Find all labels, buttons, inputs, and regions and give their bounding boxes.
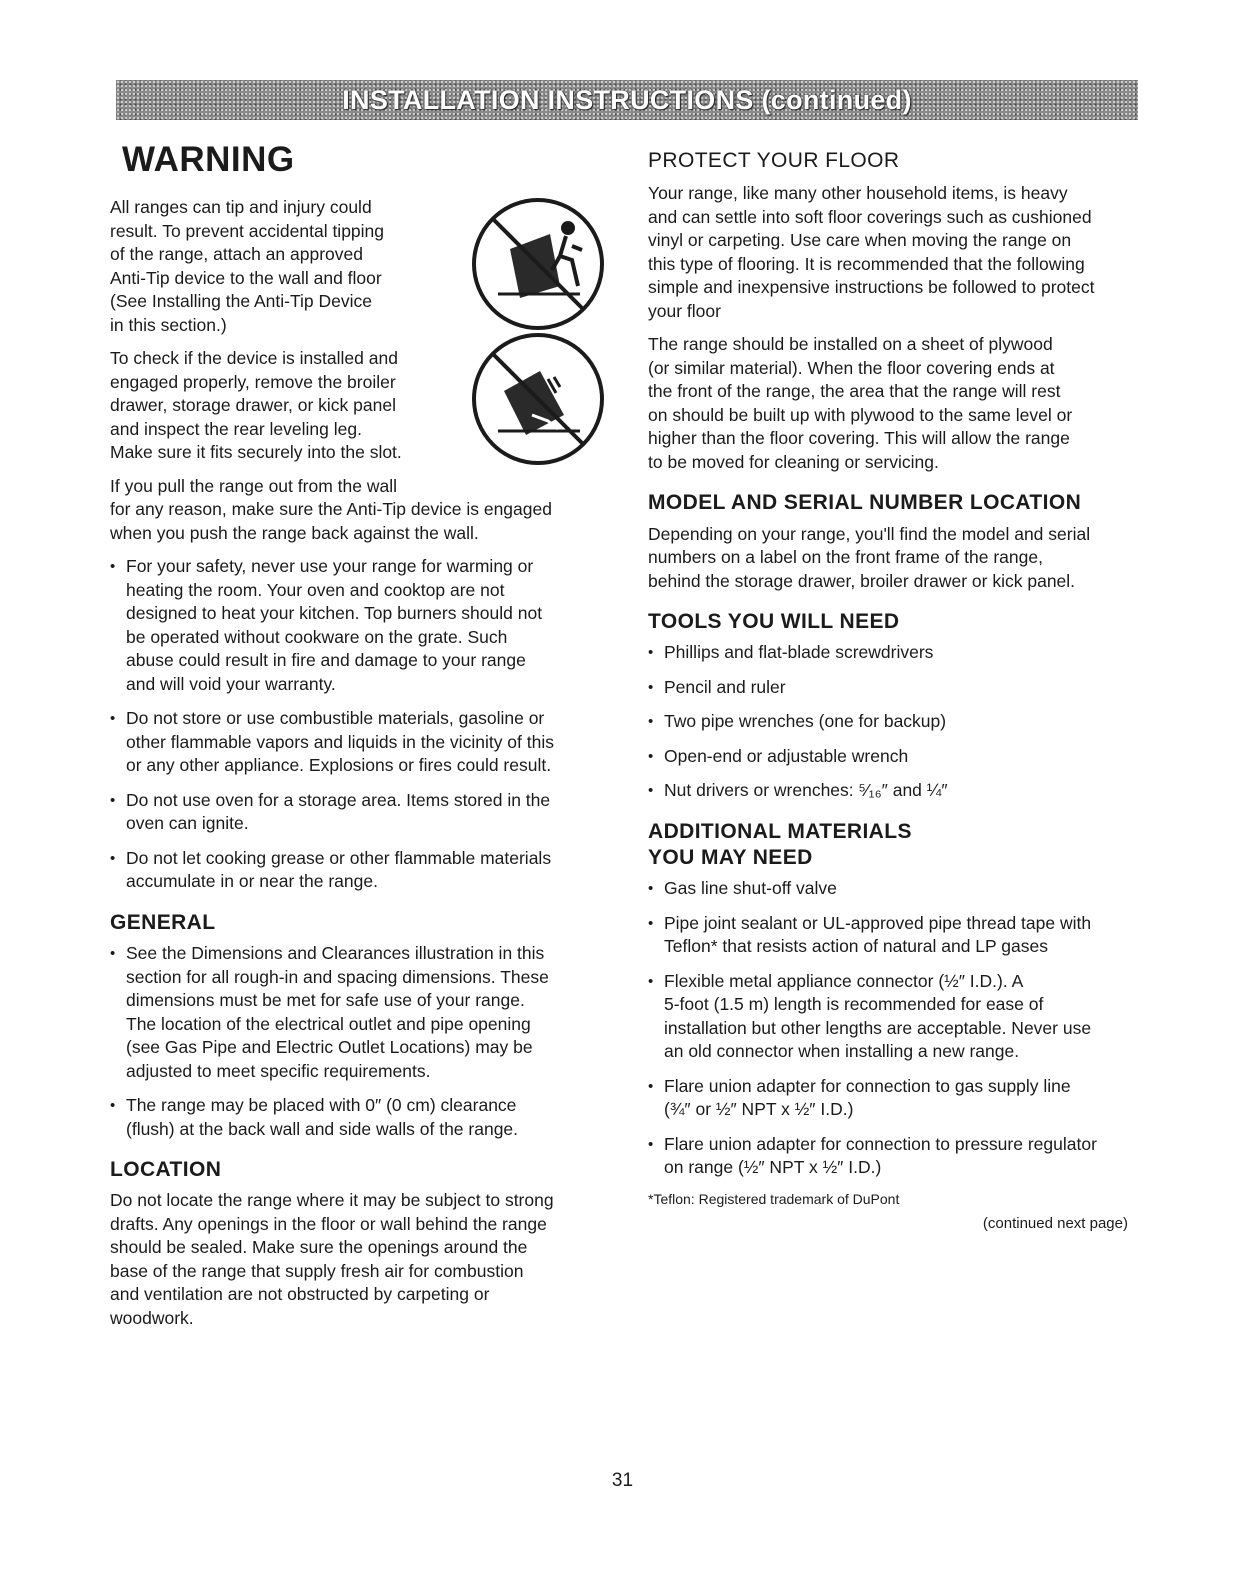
- warning-paragraph-1: All ranges can tip and injury could result. To prevent accidental tipping of the range, attach an approved Anti-Tip device to the wall and floor (See Installing the Anti-Tip Device in this section.): [110, 197, 385, 335]
- list-item: • Flare union adapter for connection to pressure regulator on range (½″ NPT x ½″ I.D.): [648, 1133, 1148, 1180]
- materials-heading-line-2: YOU MAY NEED: [648, 846, 813, 869]
- list-item: • Two pipe wrenches (one for backup): [648, 710, 1148, 734]
- page-number: 31: [611, 1470, 634, 1491]
- tools-list: [648, 641, 1148, 803]
- list-item: • Do not use oven for a storage area. Items stored in the oven can ignite.: [110, 789, 610, 836]
- protect-floor-paragraph-1: Your range, like many other household items, is heavy and can settle into soft floor coverings such as cushioned vinyl or carpeting. Use care when moving the range on this type of flooring. It is recommended that the following simple and inexpensive instructions be followed to protect your floor: [648, 183, 1095, 321]
- right-column: [648, 140, 1148, 1232]
- list-item: • Flare union adapter for connection to gas supply line (¾″ or ½″ NPT x ½″ I.D.): [648, 1075, 1148, 1122]
- location-text: Do not locate the range where it may be subject to strong drafts. Any openings in the floor or wall behind the range should be sealed. Make sure the openings around the base of the range that supply fresh air for combustion and ventilation are not obstructed by carpeting or woodwork.: [110, 1190, 554, 1328]
- warning-block-1: [110, 196, 610, 337]
- warning-heading: WARNING: [122, 140, 295, 179]
- materials-heading: [648, 819, 1148, 872]
- list-item: • Phillips and flat-blade screwdrivers: [648, 641, 1148, 665]
- list-item: • For your safety, never use your range for warming or heating the room. Your oven and cooktop are not designed to heat your kitchen. Top burners should not be operated without cookware on the grate. Such abuse could result in fire and damage to your range and will void your warranty.: [110, 555, 610, 696]
- warning-paragraph-3: If you pull the range out from the wall for any reason, make sure the Anti-Tip device is engaged when you push the range back against the wall.: [110, 475, 552, 543]
- no-tipping-icon: [468, 329, 608, 474]
- location-heading: LOCATION: [110, 1158, 222, 1181]
- continued-note: (continued next page): [982, 1214, 1128, 1232]
- left-column: [110, 140, 610, 1340]
- tools-heading: TOOLS YOU WILL NEED: [648, 610, 900, 633]
- protect-floor-paragraph-2: The range should be installed on a sheet of plywood (or similar material). When the floor covering ends at the front of the range, the area that the range will rest on should be built up with plywood to the same level or higher than the floor covering. This will allow the range to be moved for cleaning or servicing.: [648, 334, 1073, 472]
- banner-title: INSTALLATION INSTRUCTIONS (continued): [342, 84, 912, 115]
- warning-block-2: [110, 347, 610, 465]
- materials-list: [648, 877, 1148, 1180]
- materials-heading-line-1: ADDITIONAL MATERIALS: [648, 819, 912, 843]
- general-bullet-list: [110, 942, 610, 1141]
- teflon-footnote: *Teflon: Registered trademark of DuPont: [648, 1190, 900, 1207]
- model-serial-heading: MODEL AND SERIAL NUMBER LOCATION: [648, 491, 1082, 515]
- list-item: • Do not let cooking grease or other flammable materials accumulate in or near the range.: [110, 847, 610, 894]
- warning-bullet-list: [110, 555, 610, 894]
- warning-paragraph-2: To check if the device is installed and engaged properly, remove the broiler drawer, storage drawer, or kick panel and inspect the rear leveling leg. Make sure it fits securely into the slot.: [110, 348, 402, 463]
- list-item: • See the Dimensions and Clearances illustration in this section for all rough-in and spacing dimensions. These dimensions must be met for safe use of your range. The location of the electrical outlet and pipe opening (see Gas Pipe and Electric Outlet Locations) may be adjusted to meet specific requirements.: [110, 942, 610, 1083]
- list-item: • The range may be placed with 0″ (0 cm) clearance (flush) at the back wall and side walls of the range.: [110, 1094, 610, 1141]
- protect-floor-heading: PROTECT YOUR FLOOR: [648, 149, 900, 172]
- no-tipping-icon: [468, 194, 608, 339]
- general-heading: GENERAL: [110, 910, 216, 934]
- model-serial-text: Depending on your range, you'll find the model and serial numbers on a label on the front frame of the range, behind the storage drawer, broiler drawer or kick panel.: [648, 523, 1091, 591]
- list-item: • Pipe joint sealant or UL-approved pipe thread tape with Teflon* that resists action of natural and LP gases: [648, 912, 1148, 959]
- list-item: • Gas line shut-off valve: [648, 877, 1148, 901]
- list-item: • Pencil and ruler: [648, 676, 1148, 700]
- list-item: • Do not store or use combustible materials, gasoline or other flammable vapors and liquids in the vicinity of this or any other appliance. Explosions or fires could result.: [110, 707, 610, 778]
- section-banner: [116, 80, 1138, 120]
- list-item: • Flexible metal appliance connector (½″ I.D.). A 5-foot (1.5 m) length is recommended for ease of installation but other lengths are acceptable. Never use an old connector when installing a new range.: [648, 970, 1148, 1064]
- list-item: • Nut drivers or wrenches: ⁵⁄₁₆″ and ¼″: [648, 779, 1148, 803]
- list-item: • Open-end or adjustable wrench: [648, 745, 1148, 769]
